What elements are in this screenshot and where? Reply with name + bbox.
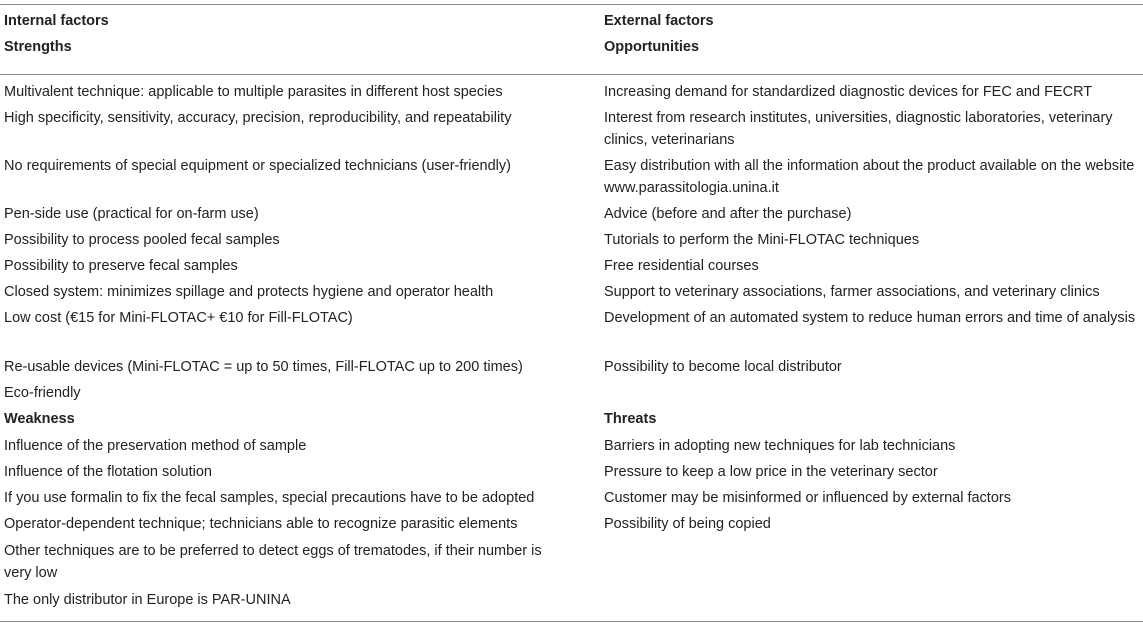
strength-row: High specificity, sensitivity, accuracy, precision, reproducibility, and repeatability [4, 110, 512, 126]
strength-row: Possibility to preserve fecal samples [4, 258, 238, 274]
strength-row: Low cost (€15 for Mini-FLOTAC+ €10 for Fill-FLOTAC) [4, 310, 353, 326]
weakness-heading: Weakness [4, 411, 75, 427]
opportunity-row: Free residential courses [604, 258, 759, 274]
strength-row: Pen-side use (practical for on-farm use) [4, 206, 259, 222]
opportunity-row: Increasing demand for standardized diagnostic devices for FEC and FECRT [604, 84, 1093, 100]
table-header-rule [0, 74, 1143, 75]
opportunity-row: Advice (before and after the purchase) [604, 206, 852, 222]
opportunity-row: Development of an automated system to reduce human errors and time of analysis [604, 310, 1136, 326]
strengths-heading: Strengths [4, 39, 72, 55]
external-factors-heading: External factors [604, 13, 714, 29]
weakness-row: Influence of the flotation solution [4, 464, 212, 480]
strength-row: Multivalent technique: applicable to multiple parasites in different host species [4, 84, 503, 100]
opportunity-row: Interest from research institutes, universities, diagnostic laboratories, veterinary clinics, veterinarians [604, 110, 1113, 148]
threat-row: Barriers in adopting new techniques for lab technicians [604, 438, 956, 454]
weakness-row: Operator-dependent technique; technicians able to recognize parasitic elements [4, 516, 518, 532]
opportunity-row: Tutorials to perform the Mini-FLOTAC techniques [604, 232, 920, 248]
opportunities-heading: Opportunities [604, 39, 700, 55]
internal-factors-heading: Internal factors [4, 13, 109, 29]
opportunity-row: Support to veterinary associations, farmer associations, and veterinary clinics [604, 284, 1100, 300]
strength-row: Eco-friendly [4, 385, 81, 401]
strength-row: No requirements of special equipment or specialized technicians (user-friendly) [4, 158, 511, 174]
strength-row: Closed system: minimizes spillage and protects hygiene and operator health [4, 284, 494, 300]
threat-row: Pressure to keep a low price in the veterinary sector [604, 464, 938, 480]
strength-row: Re-usable devices (Mini-FLOTAC = up to 50 times, Fill-FLOTAC up to 200 times) [4, 359, 523, 375]
threat-row: Customer may be misinformed or influenced by external factors [604, 490, 1011, 506]
weakness-row: Influence of the preservation method of sample [4, 438, 307, 454]
table-bottom-rule [0, 621, 1143, 622]
table-top-rule [0, 4, 1143, 5]
opportunity-row: Easy distribution with all the information about the product available on the website www.parassitologia.unina.it [604, 158, 1135, 196]
weakness-row: The only distributor in Europe is PAR-UNINA [4, 592, 291, 608]
threats-heading: Threats [604, 411, 657, 427]
weakness-row: Other techniques are to be preferred to detect eggs of trematodes, if their number is very low [4, 543, 542, 581]
threat-row: Possibility of being copied [604, 516, 771, 532]
weakness-row: If you use formalin to fix the fecal samples, special precautions have to be adopted [4, 490, 535, 506]
opportunity-row: Possibility to become local distributor [604, 359, 842, 375]
strength-row: Possibility to process pooled fecal samples [4, 232, 280, 248]
